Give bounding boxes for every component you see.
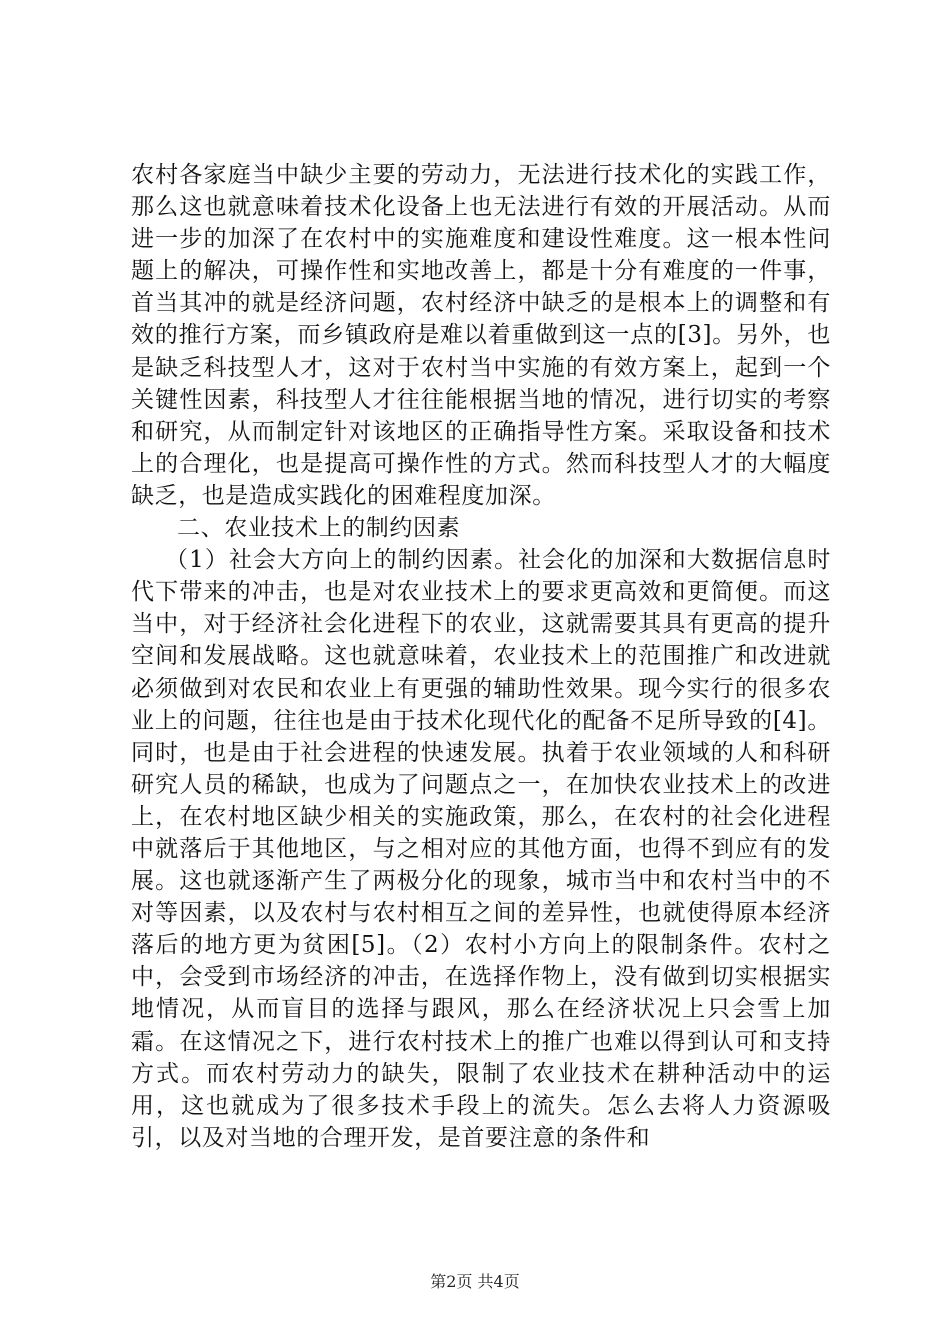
paragraph-continuation: 农村各家庭当中缺少主要的劳动力，无法进行技术化的实践工作，那么这也就意味着技术化设备上也无法进行有效的开展活动。从而进一步的加深了在农村中的实施难度和建设性难度。这一根本性问题上的解决，可操作性和实地改善上，都是十分有难度的一件事，首当其冲的就是经济问题，农村经济中缺乏的是根本上的调整和有效的推行方案，而乡镇政府是难以着重做到这一点的[3]。另外，也是缺乏科技型人才，这对于农村当中实施的有效方案上，起到一个关键性因素，科技型人才往往能根据当地的情况，进行切实的考察和研究，从而制定针对该地区的正确指导性方案。采取设备和技术上的合理化，也是提高可操作性的方式。然而科技型人才的大幅度缺乏，也是造成实践化的困难程度加深。 — [131, 162, 831, 509]
document-body — [131, 159, 831, 1154]
paragraph-constraints: （1）社会大方向上的制约因素。社会化的加深和大数据信息时代下带来的冲击，也是对农业技术上的要求更高效和更简便。而这当中，对于经济社会化进程下的农业，这就需要其具有更高的提升空间和发展战略。这也就意味着，农业技术上的范围推广和改进就必须做到对农民和农业上有更强的辅助性效果。现今实行的很多农业上的问题，往往也是由于技术化现代化的配备不足所导致的[4]。同时，也是由于社会进程的快速发展。执着于农业领域的人和科研研究人员的稀缺，也成为了问题点之一，在加快农业技术上的改进上，在农村地区缺少相关的实施政策，那么，在农村的社会化进程中就落后于其他地区，与之相对应的其他方面，也得不到应有的发展。这也就逐渐产生了两极分化的现象，城市当中和农村当中的不对等因素，以及农村与农村相互之间的差异性，也就使得原本经济落后的地方更为贫困[5]。（2）农村小方向上的限制条件。农村之中，会受到市场经济的冲击，在选择作物上，没有做到切实根据实地情况，从而盲目的选择与跟风，那么在经济状况上只会雪上加霜。在这情况之下，进行农村技术上的推广也难以得到认可和支持方式。而农村劳动力的缺失，限制了农业技术在耕种活动中的运用，这也就成为了很多技术手段上的流失。怎么去将人力资源吸引，以及对当地的合理开发，是首要注意的条件和 — [131, 547, 831, 1151]
page-number-footer: 第2页 共4页 — [430, 1272, 520, 1291]
section-heading: 二、农业技术上的制约因素 — [177, 515, 461, 542]
